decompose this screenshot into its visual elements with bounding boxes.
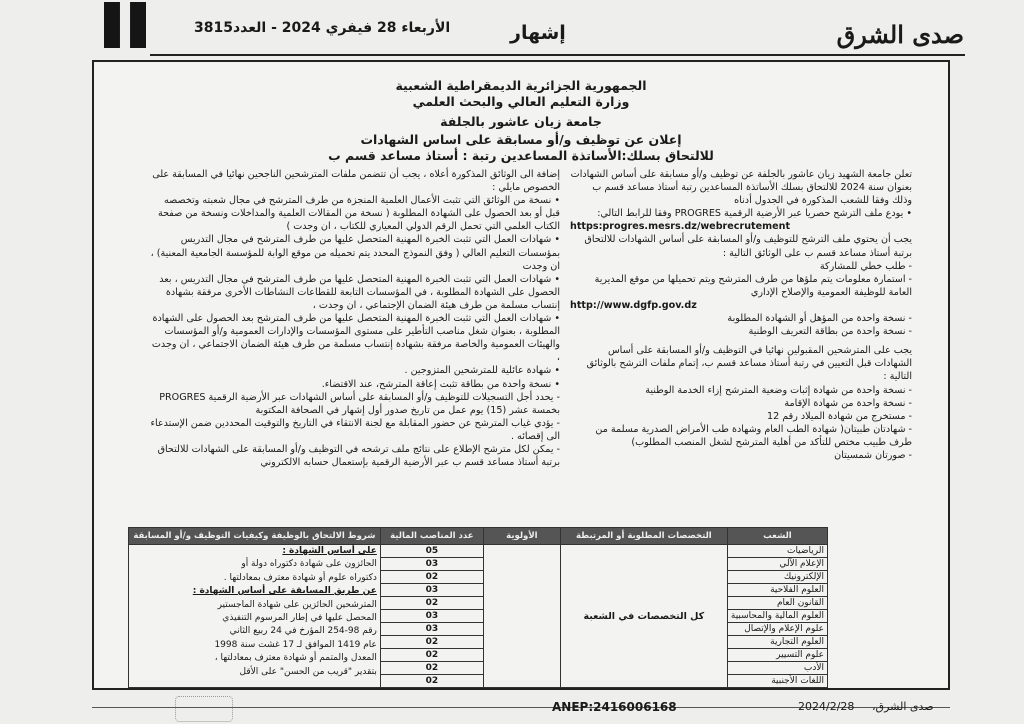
- additional-doc-item: • نسخة من الوثائق التي تثبت الأعمال العلمية المنجزة من طرف المترشح في مجال شعبته وتخصصه قبل أو بعد الحصول على الشهادة المطلوبة ( نسخة من المقالات العلمية والمداخلات ونسخة من صفحة الكتاب العلمي التي تحمل الرقم الدولي المعياري للكتاب ، ان وجدت ): [157, 195, 560, 233]
- header-priority: الأولوية: [483, 528, 560, 545]
- doc-item: - استمارة معلومات يتم ملؤها من طرف المترشح ويتم تحميلها من موقع المديرية العامة للوظيفة العمومية والإصلاح الإداري: [594, 273, 912, 298]
- header-branch: الشعب: [727, 528, 827, 545]
- additional-doc-item: • نسخة واحدة من بطاقة تثبت إعاقة المترشح، عند الاقتضاء.: [321, 378, 560, 390]
- section-label: إشهار: [510, 22, 566, 44]
- condition-line: المترشحين الحائزين على شهادة الماجستير: [217, 599, 377, 610]
- additional-doc-item: • شهادات العمل التي تثبت الخبرة المهنية المتحصل عليها من طرف المترشح في مجال التدريس بمؤسسات التعليم العالي ( وفق النموذج المحدد يتم تحميله من موقع الوابة للمؤسسة الجامعية المعنية) ، ان وجدت: [150, 234, 560, 272]
- branch-cell: الأدب: [727, 662, 827, 675]
- branch-cell: علوم التسيير: [727, 649, 827, 662]
- additional-docs-intro: إضافة الى الوثائق المذكورة أعلاه ، يجب أن تتضمن ملفات المترشحين الناجحين نهائيا في المسابقة على الخصوص مايلي :: [152, 169, 560, 194]
- header-rule: [150, 54, 965, 56]
- dgfp-link[interactable]: http://www.dgfp.gov.dz: [570, 299, 697, 311]
- condition-line: الحائزون على شهادة دكتوراه دولة أو: [241, 559, 377, 570]
- deposit-instruction: • يودع ملف الترشح حصريا عبر الأرضية الرقمية PROGRES وفقا للرابط التالي:: [597, 208, 912, 220]
- positions-table: [128, 527, 828, 688]
- footer-date: 2024/2/28: [798, 700, 855, 713]
- left-text-column: [150, 168, 560, 469]
- announcement-title: إعلان عن توظيف و/أو مسابقة على اساس الشهادات: [360, 132, 682, 147]
- anep-reference: ANEP:2416006168: [552, 700, 677, 714]
- stamp-mark: [175, 696, 233, 722]
- condition-line: بتقدير "قريب من الحسن" على الأقل: [239, 666, 377, 677]
- branch-cell: الإعلام الآلي: [727, 558, 827, 571]
- posts-cell: 02: [380, 571, 483, 584]
- priority-cell: [483, 545, 560, 688]
- results-note: - يمكن لكل مترشح الإطلاع على نتائج ملف ترشحه في التوظيف و/أو المسابقة على الشهادات للالتحاق برتبة أستاذ مساعد قسم ب عبر الأرضية الرقمية بإستعمال حسابه الالكتروني: [157, 443, 560, 469]
- doc-item: - نسخة واحدة من المؤهل أو الشهادة المطلوبة: [727, 313, 912, 325]
- posts-cell: 05: [380, 545, 483, 558]
- doc-item: - طلب خطي للمشاركة: [819, 260, 912, 272]
- posts-cell: 02: [380, 662, 483, 675]
- required-docs-intro: يجب أن يحتوي ملف الترشح للتوظيف و/أو المسابقة على أساس الشهادات للالتحاق برتبة أستاذ مساعد قسم ب على الوثائق التالية :: [584, 234, 912, 259]
- posts-cell: 03: [380, 610, 483, 623]
- announcement-subtitle: للالتحاق بسلك:الأساتذة المساعدين رتبة : أستاذ مساعد قسم ب: [328, 148, 714, 163]
- branch-cell: الرياضيات: [727, 545, 827, 558]
- right-text-column: [570, 168, 912, 462]
- doc-item: - نسخة واحدة من شهادة إثبات وضعية المترشح إزاء الخدمة الوطنية: [645, 384, 912, 396]
- posts-cell: 02: [380, 636, 483, 649]
- posts-cell: 03: [380, 558, 483, 571]
- posts-cell: 02: [380, 597, 483, 610]
- header-posts: عدد المناصب المالية: [380, 528, 483, 545]
- newspaper-logo: [104, 2, 146, 48]
- doc-item: - مستخرج من شهادة الميلاد رقم 12: [766, 410, 912, 422]
- accepted-candidates-paragraph: يجب على المترشحين المقبولين نهائيا في التوظيف و/أو المسابقة على أساس الشهادات قبل التعيين في رتبة أستاذ مساعد قسم ب، إتمام ملفات الترشح بالوثائق التالية :: [586, 345, 912, 383]
- posts-cell: 02: [380, 675, 483, 688]
- condition-line: عام 1419 الموافق لـ 17 غشت سنة 1998: [214, 639, 377, 650]
- progres-link[interactable]: https:progres.mesrs.dz/webrecrutement: [570, 221, 791, 233]
- header-conditions: شروط الالتحاق بالوظيفة وكيفيات التوظيف و/أو المسابقة: [129, 528, 381, 545]
- posts-cell: 03: [380, 623, 483, 636]
- branch-cell: علوم الإعلام والإتصال: [727, 623, 827, 636]
- specialty-cell: كل التخصصات في الشعبة: [560, 545, 727, 688]
- condition-line: رقم 98-254 المؤرخ في 24 ربيع الثاني: [229, 626, 377, 637]
- page-footer: [0, 690, 1024, 724]
- ministry-title: وزارة التعليم العالي والبحث العلمي: [412, 94, 630, 109]
- deadline-note: - يحدد أجل التسجيلات للتوظيف و/أو المسابقة على أساس الشهادات عبر الأرضية الرقمية PROGRES بخمسة عشر (15) يوم عمل من تاريخ صدور أول إشهار في الصحافة المكتوبة: [159, 391, 560, 416]
- branch-cell: اللغات الأجنبية: [727, 675, 827, 688]
- condition-line: على أساس الشهادة :: [282, 546, 377, 556]
- branch-cell: الإلكترونيك: [727, 571, 827, 584]
- condition-line: عن طريق المسابقة على أساس الشهادة :: [192, 586, 377, 597]
- posts-cell: 03: [380, 584, 483, 597]
- header-specialty: التخصصات المطلوبة أو المرتبطة: [560, 528, 727, 545]
- doc-item: - نسخة واحدة من شهادة الإقامة: [784, 397, 912, 409]
- condition-line: المعدل والمتمم أو شهادة معترف بمعادلتها ،: [214, 653, 377, 664]
- university-name: جامعة زيان عاشور بالجلفة: [440, 114, 602, 129]
- doc-item: - صورتان شمسيتان: [834, 449, 912, 461]
- branch-cell: القانون العام: [727, 597, 827, 610]
- additional-doc-item: • شهادات العمل التي تثبت الخبرة المهنية المتحصل عليها من طرف المترشح بعد الحصول على الشهادة المطلوبة ، بعنوان شغل مناصب التأطير على مستوى المؤسسات والإدارات العمومية و/أو المؤسسات والهيئات العمومية والخاصة مرفقة بشهادة إنتساب مسلمة من طرف هيئة الضمان الاجتماعي ، ان وجدت ،: [151, 313, 560, 364]
- additional-doc-item: • شهادات العمل التي تثبت الخبرة المهنية المتحصل عليها من طرف المترشح في مجال التدريس ، بعد الحصول على الشهادة المطلوبة ، في المؤسسات التابعة للقطاعات النشاطات الأخرى مرفقة بشهادة إنتساب مسلمة من طرف هيئة الضمان الإجتماعي ، ان وجدت ،: [159, 273, 560, 311]
- additional-doc-item: • شهادة عائلية للمترشحين المتزوجين .: [404, 365, 560, 377]
- conditions-cell: [129, 545, 381, 688]
- posts-cell: 02: [380, 649, 483, 662]
- newspaper-header: [0, 0, 1024, 60]
- issue-line: الأربعاء 28 فيفري 2024 - العدد3815: [194, 20, 451, 36]
- table-header-row: [129, 528, 828, 545]
- branch-cell: العلوم التجارية: [727, 636, 827, 649]
- absence-note: - يؤدي غياب المترشح عن حضور المقابلة مع لجنة الانتقاء في التاريخ والتوقيت المحددين ضمن الإستدعاء الى إقصائه .: [150, 417, 560, 442]
- republic-title: الجمهورية الجزائرية الديمقراطية الشعبية: [395, 78, 647, 93]
- intro-paragraph: تعلن جامعة الشهيد زيان عاشور بالجلفة عن توظيف و/أو مسابقة على أساس الشهادات بعنوان سنة 2024 للالتحاق بسلك الأساتذة المساعدين رتبة أستاذ مساعد قسم ب وذلك وفقا للشعب المذكورة في الجدول أدناه: [570, 169, 912, 207]
- doc-item: - نسخة واحدة من بطاقة التعريف الوطنية: [748, 326, 912, 338]
- branch-cell: العلوم الفلاحية: [727, 584, 827, 597]
- doc-item: - شهادتان طبيتان( شهادة الطب العام وشهادة طب الأمراض الصدرية مسلمة من طرف طبيب مختص للتأكد من أهلية المترشح لشغل المنصب المطلوب): [595, 423, 912, 448]
- table-row: [129, 545, 828, 558]
- branch-cell: العلوم المالية والمحاسبية: [727, 610, 827, 623]
- newspaper-name: صدى الشرق: [836, 20, 964, 49]
- condition-line: دكتوراه علوم أو شهادة معترف بمعادلتها .: [223, 572, 377, 583]
- footer-newspaper: صدى الشرق،: [872, 700, 934, 713]
- condition-line: المحصل عليها في إطار المرسوم التنفيذي: [222, 613, 377, 624]
